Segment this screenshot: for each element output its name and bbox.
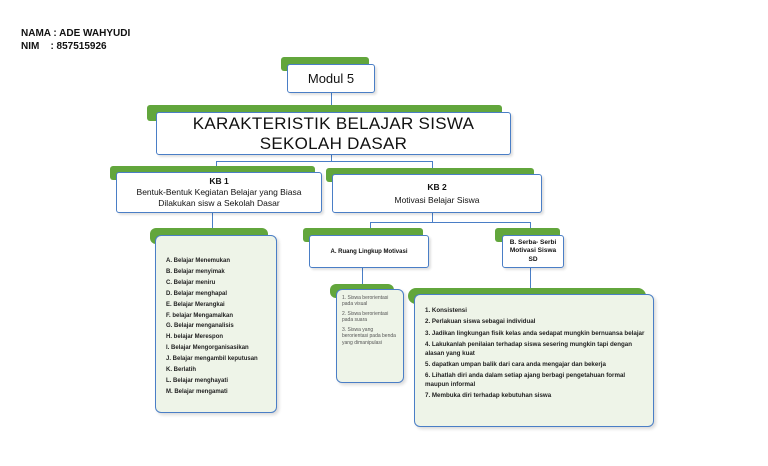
list-item: B. Belajar menyimak: [166, 268, 225, 275]
sub-b-item-list: [425, 307, 647, 401]
connector: [362, 268, 363, 284]
sub-a-item-list: [342, 295, 400, 346]
list-item: D. Belajar menghapal: [166, 290, 228, 297]
student-name: NAMA : ADE WAHYUDI: [21, 28, 131, 39]
list-item: G. Belajar menganalisis: [166, 323, 234, 330]
kb2-title: Motivasi Belajar Siswa: [394, 194, 480, 205]
sub-b-label-line1: B. Serba- Serbi: [509, 238, 557, 246]
list-item: C. Belajar meniru: [166, 279, 216, 286]
list-item: J. Belajar mengambil keputusan: [166, 356, 258, 363]
connector: [370, 222, 530, 223]
list-item: 3. Siswa yang berorientasi pada benda yang dimanipulasi: [342, 327, 396, 346]
module-label: Modul 5: [307, 71, 355, 86]
student-nim: NIM : 857515926: [21, 41, 107, 52]
sub-b-list: [414, 294, 654, 427]
kb1-list: [155, 235, 277, 413]
kb1-item-list: [166, 256, 258, 398]
list-item: 5. dapatkan umpan balik dari cara anda mengajar dan bekerja: [425, 361, 606, 369]
list-item: 2. Siswa berorientasi pada suara: [342, 311, 389, 324]
list-item: L. Belajar menghayati: [166, 377, 229, 384]
main-title-box: [156, 112, 511, 155]
list-item: 1. Konsistensi: [425, 307, 467, 314]
list-item: E. Belajar Merangkai: [166, 301, 225, 308]
list-item: 6. Lihatlah diri anda dalam setiap ajang berbagi pengetahuan formal maupun informal: [425, 372, 626, 388]
list-item: I. Belajar Mengorganisasikan: [166, 345, 249, 352]
list-item: 1. Siswa berorientasi pada visual: [342, 295, 389, 308]
sub-b-box: [502, 235, 564, 268]
list-item: H. belajar Merespon: [166, 334, 224, 341]
sub-a-box: [309, 235, 429, 268]
main-title-line2: SEKOLAH DASAR: [259, 133, 408, 153]
kb1-code: KB 1: [209, 176, 229, 186]
list-item: A. Belajar Menemukan: [166, 258, 231, 264]
kb1-box: [116, 172, 322, 213]
sub-b-label-line2: Motivasi Siswa: [509, 247, 557, 255]
sub-a-label: A. Ruang Lingkup Motivasi: [330, 248, 408, 255]
connector: [216, 161, 432, 162]
module-box: [287, 64, 375, 93]
list-item: 2. Perlakuan siswa sebagai individual: [425, 318, 536, 326]
sub-b-label-line3: SD: [528, 255, 538, 263]
list-item: 4. Lakukanlah penilaian terhadap siswa sesering mungkin tapi dengan alasan yang kuat: [425, 341, 632, 357]
connector: [530, 268, 531, 288]
list-item: K. Berlatih: [166, 367, 197, 374]
list-item: 3. Jadikan lingkungan fisik kelas anda sedapat mungkin bernuansa belajar: [425, 329, 645, 337]
list-item: M. Belajar mengamati: [166, 388, 228, 395]
kb2-box: [332, 174, 542, 213]
list-item: F. belajar Mengamalkan: [166, 312, 234, 319]
list-item: 7. Membuka diri terhadap kebutuhan siswa: [425, 392, 552, 400]
kb1-title-line1: Bentuk-Bentuk Kegiatan Belajar yang Biasa: [136, 187, 302, 197]
connector: [331, 93, 332, 105]
connector: [432, 213, 433, 222]
kb2-code: KB 2: [427, 181, 447, 192]
kb1-title-line2: Dilakukan sisw a Sekolah Dasar: [158, 198, 280, 208]
main-title-line1: KARAKTERISTIK BELAJAR SISWA: [192, 113, 475, 133]
sub-a-list: [336, 289, 404, 383]
